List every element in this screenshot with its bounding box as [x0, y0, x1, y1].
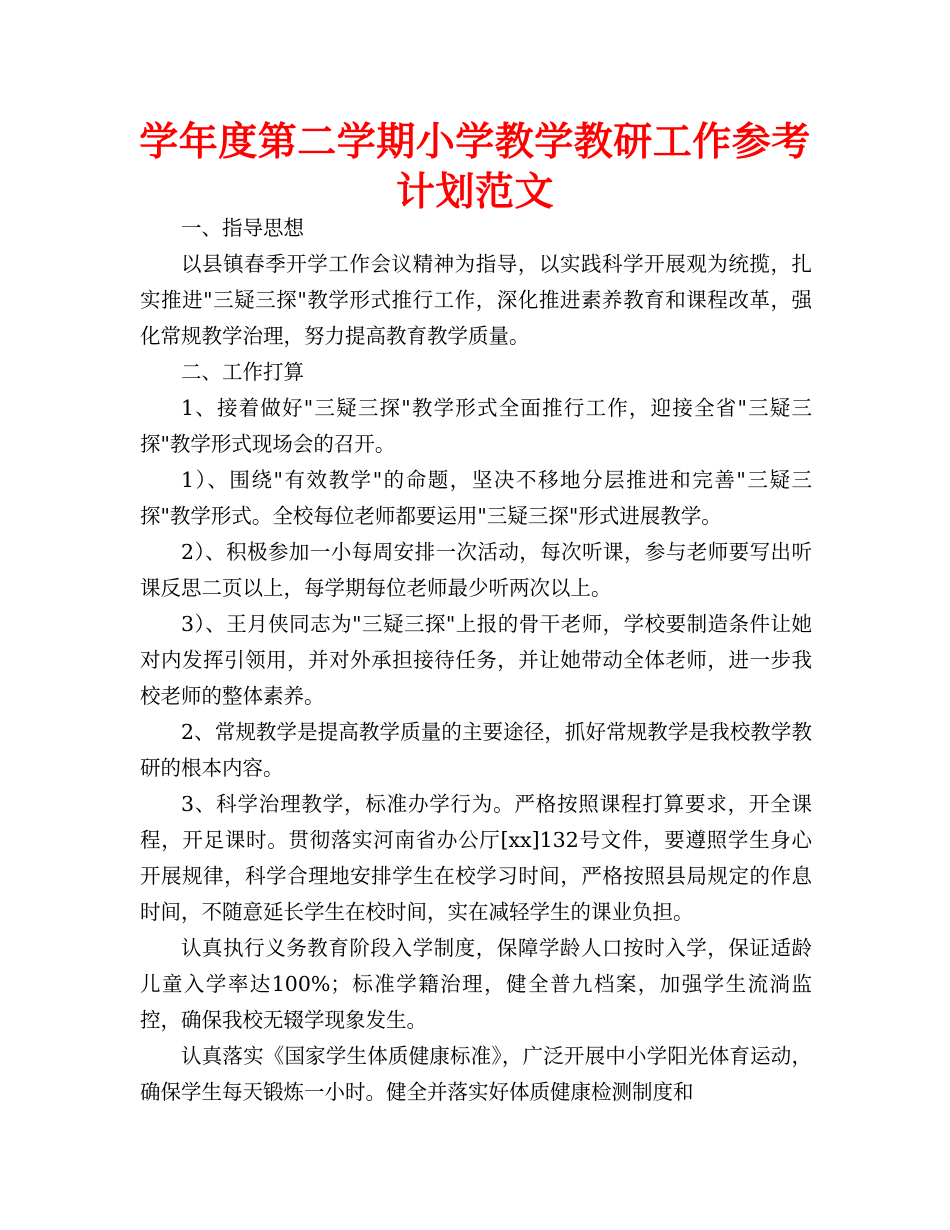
- paragraph: 3）、王月侠同志为"三疑三探"上报的骨干老师，学校要制造条件让她对内发挥引领用，并对外承担接待任务，并让她带动全体老师，进一步我校老师的整体素养。: [140, 612, 812, 708]
- document-title: 学年度第二学期小学教学教研工作参考计划范文: [139, 120, 811, 215]
- paragraph: 以县镇春季开学工作会议精神为指导，以实践科学开展观为统揽，扎实推进"三疑三探"教学形式推行工作，深化推进素养教育和课程改革，强化常规教学治理，努力提高教育教学质量。: [140, 252, 812, 348]
- section-heading-guiding-ideology: 一、指导思想: [181, 216, 304, 240]
- document-body: [140, 210, 812, 1110]
- paragraph: 1、接着做好"三疑三探"教学形式全面推行工作，迎接全省"三疑三探"教学形式现场会的召开。: [140, 396, 812, 456]
- paragraph: 2）、积极参加一小每周安排一次活动，每次听课，参与老师要写出听课反思二页以上，每学期每位老师最少听两次以上。: [140, 540, 812, 600]
- paragraph: 2、常规教学是提高教学质量的主要途径，抓好常规教学是我校教学教研的根本内容。: [140, 720, 812, 780]
- paragraph: 3、科学治理教学，标准办学行为。严格按照课程打算要求，开全课程，开足课时。贯彻落实河南省办公厅[xx]132号文件，要遵照学生身心开展规律，科学合理地安排学生在校学习时间，严格按照县局规定的作息时间，不随意延长学生在校时间，实在减轻学生的课业负担。: [140, 792, 812, 924]
- paragraph: 认真落实《国家学生体质健康标准》，广泛开展中小学阳光体育运动，确保学生每天锻炼一小时。健全并落实好体质健康检测制度和: [140, 1044, 812, 1104]
- section-heading-work-plan: 二、工作打算: [181, 360, 304, 384]
- paragraph: 1）、围绕"有效教学"的命题，坚决不移地分层推进和完善"三疑三探"教学形式。全校每位老师都要运用"三疑三探"形式进展教学。: [140, 468, 812, 528]
- paragraph: 认真执行义务教育阶段入学制度，保障学龄人口按时入学，保证适龄儿童入学率达100%；标准学籍治理，健全普九档案，加强学生流淌监控，确保我校无辍学现象发生。: [140, 936, 812, 1032]
